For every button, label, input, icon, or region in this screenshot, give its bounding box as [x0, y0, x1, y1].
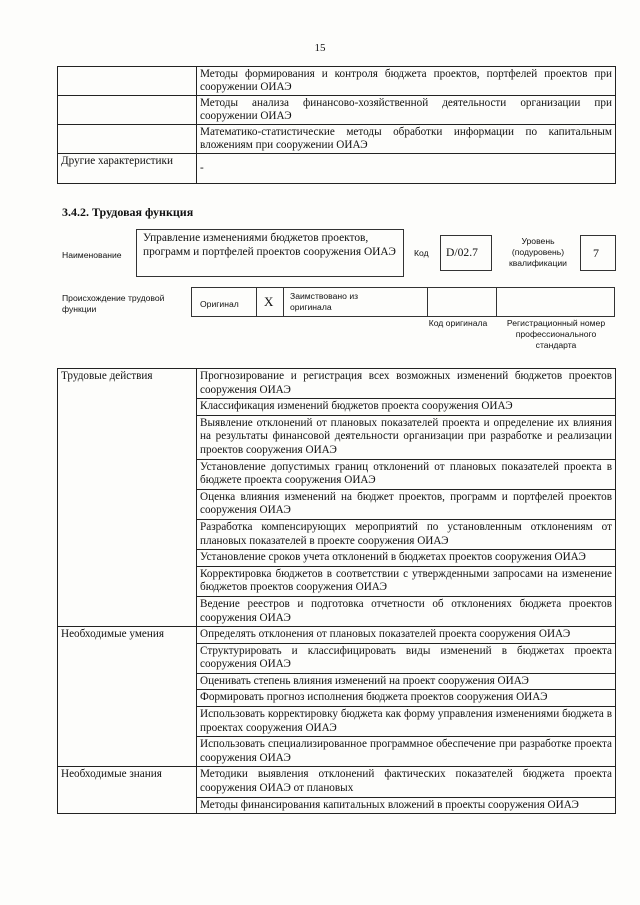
- origin-divider: [256, 287, 257, 317]
- table-cell: Использовать корректировку бюджета как форму управления изменениями бюджета в проектах сооружения ОИАЭ: [197, 707, 616, 737]
- table-cell: Установление допустимых границ отклонений от плановых показателей проекта в бюджете проекта сооружения ОИАЭ: [197, 459, 616, 489]
- table-cell: Методики выявления отклонений фактических показателей бюджета проекта сооружения ОИАЭ от плановых: [197, 767, 616, 797]
- page-number: 15: [314, 42, 326, 54]
- table-cell: Корректировка бюджетов в соответствии с утвержденными запросами на изменение бюджетов проектов сооружения ОИАЭ: [197, 566, 616, 596]
- reg-number-label: Регистрационный номер профессионального стандарта: [506, 318, 606, 350]
- top-table: [57, 66, 616, 184]
- top-table-label: [58, 96, 197, 125]
- code-original-label: Код оригинала: [428, 318, 488, 328]
- table-cell: Ведение реестров и подготовка отчетности об отклонениях бюджета проектов сооружения ОИАЭ: [197, 596, 616, 626]
- table-cell: Выявление отклонений от плановых показателей проекта и определение их влияния на результаты финансовой деятельности организации при разработке и реализации проектов сооружения ОИАЭ: [197, 415, 616, 459]
- table-cell: Классификация изменений бюджетов проекта сооружения ОИАЭ: [197, 399, 616, 416]
- table-cell: Методы финансирования капитальных вложений в проекты сооружения ОИАЭ: [197, 797, 616, 814]
- table-cell: Установление сроков учета отклонений в бюджетах проектов сооружения ОИАЭ: [197, 550, 616, 567]
- group-label: Необходимые умения: [58, 627, 197, 767]
- table-cell: Определять отклонения от плановых показателей проекта сооружения ОИАЭ: [197, 627, 616, 644]
- top-table-label: [58, 125, 197, 154]
- section-title: 3.4.2. Трудовая функция: [62, 205, 194, 219]
- original-mark: X: [264, 294, 274, 309]
- top-table-cell: Методы анализа финансово-хозяйственной деятельности организации при сооружении ОИАЭ: [197, 96, 616, 125]
- table-cell: Прогнозирование и регистрация всех возможных изменений бюджетов проектов сооружения ОИАЭ: [197, 369, 616, 399]
- origin-divider: [283, 287, 284, 317]
- original-label: Оригинал: [200, 299, 239, 309]
- borrowed-label: Заимствовано из оригинала: [290, 291, 359, 312]
- top-table-cell: Математико-статистические методы обработки информации по капитальным вложениям при сооружении ОИАЭ: [197, 125, 616, 154]
- table-cell: Оценка влияния изменений на бюджет проектов, программ и портфелей проектов сооружения ОИАЭ: [197, 489, 616, 519]
- code-value: D/02.7: [446, 246, 478, 259]
- top-table-label: Другие характеристики: [58, 154, 197, 184]
- level-box: [580, 235, 616, 271]
- table-cell: Использовать специализированное программное обеспечение при разработке проекта сооружения ОИАЭ: [197, 737, 616, 767]
- group-label: Необходимые знания: [58, 767, 197, 814]
- table-cell: Оценивать степень влияния изменений на проект сооружения ОИАЭ: [197, 673, 616, 690]
- origin-label: Происхождение трудовой функции: [62, 293, 165, 314]
- top-table-cell: -: [197, 154, 616, 184]
- code-label: Код: [414, 248, 429, 258]
- name-label: Наименование: [62, 250, 122, 260]
- top-table-cell: Методы формирования и контроля бюджета проектов, портфелей проектов при сооружении ОИАЭ: [197, 67, 616, 96]
- origin-divider: [496, 287, 497, 317]
- code-box: [440, 235, 492, 271]
- group-label: Трудовые действия: [58, 369, 197, 627]
- level-label: Уровень (подуровень) квалификации: [509, 236, 567, 268]
- table-cell: Разработка компенсирующих мероприятий по установленным отклонениям от плановых показателей в проекте сооружения ОИАЭ: [197, 519, 616, 549]
- name-box: [136, 229, 404, 277]
- table-cell: Структурировать и классифицировать виды изменений в бюджетах проекта сооружения ОИАЭ: [197, 643, 616, 673]
- origin-divider: [427, 287, 428, 317]
- name-value: Управление изменениями бюджетов проектов, программ и портфелей проектов сооружения ОИАЭ: [143, 232, 396, 258]
- origin-box: [191, 287, 615, 317]
- main-table: [57, 368, 616, 814]
- top-table-label: [58, 67, 197, 96]
- table-cell: Формировать прогноз исполнения бюджета проектов сооружения ОИАЭ: [197, 690, 616, 707]
- level-value: 7: [593, 246, 599, 260]
